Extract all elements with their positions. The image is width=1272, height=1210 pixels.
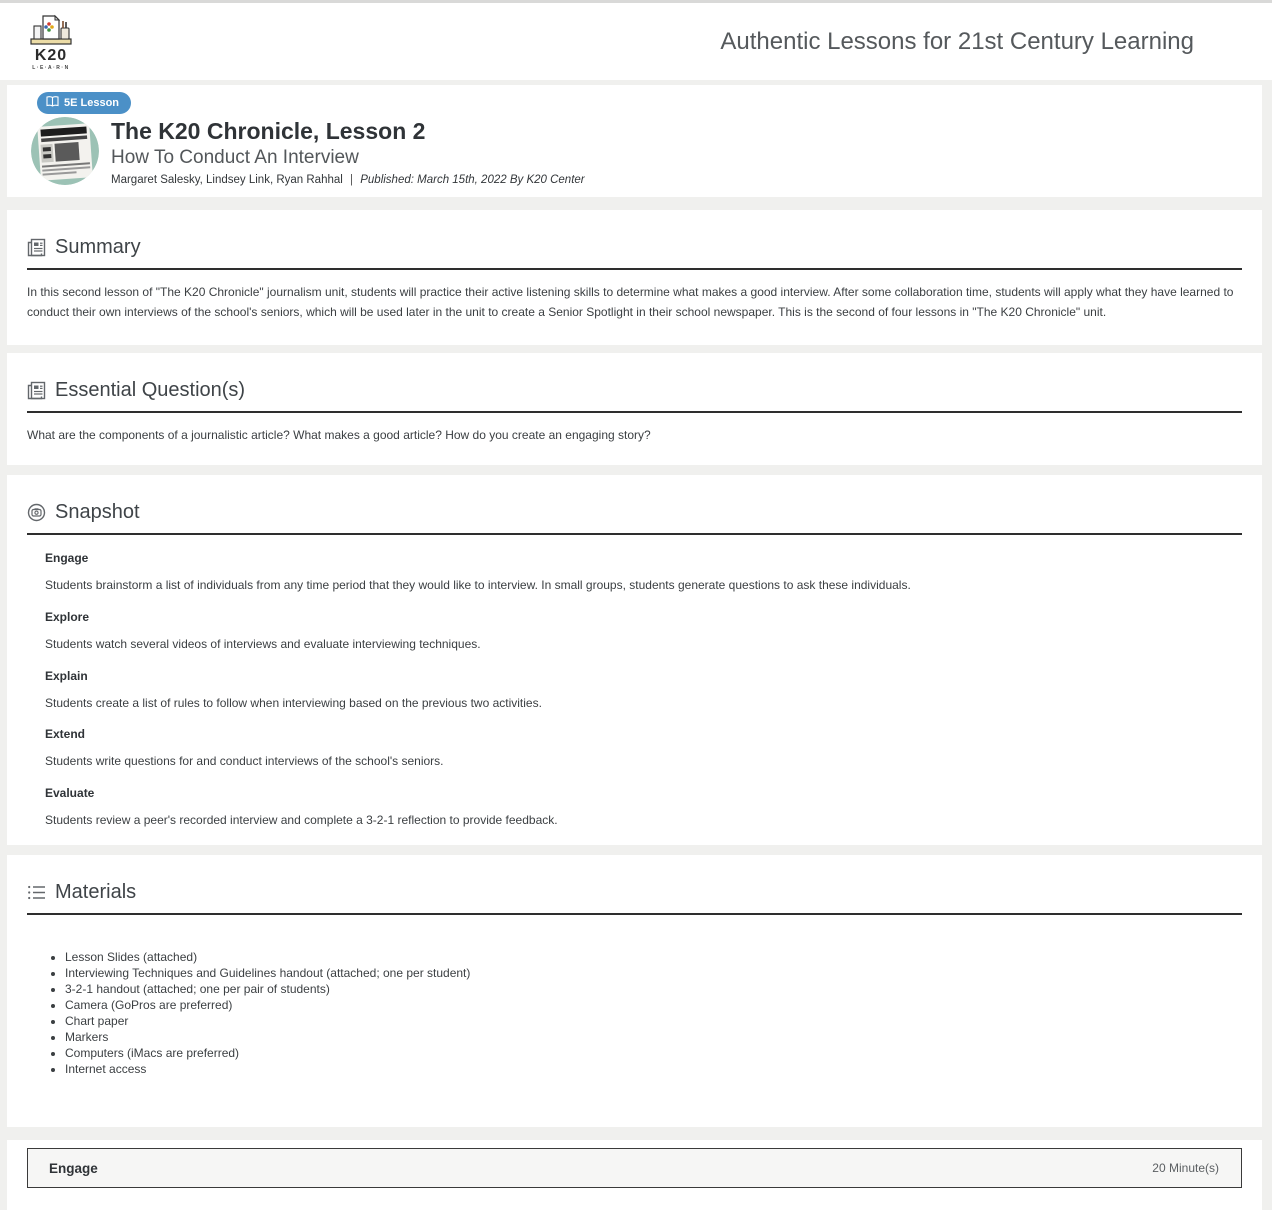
snapshot-phase bbox=[45, 551, 1242, 594]
phase-text: Students review a peer's recorded interview and complete a 3-2-1 reflection to provide feedback. bbox=[45, 813, 558, 828]
camera-icon bbox=[27, 503, 46, 522]
phase-text: Students create a list of rules to follow when interviewing based on the previous two activities. bbox=[45, 695, 542, 710]
engage-activity-card bbox=[7, 1140, 1262, 1210]
material-item: • Lesson Slides (attached) bbox=[65, 949, 1242, 965]
lesson-thumbnail bbox=[31, 117, 99, 185]
published-info: Published: March 15th, 2022 By K20 Center bbox=[360, 174, 585, 187]
engage-activity-bar bbox=[27, 1148, 1242, 1188]
site-header bbox=[0, 3, 1272, 80]
snapshot-section bbox=[7, 475, 1262, 845]
materials-heading bbox=[27, 881, 1242, 915]
material-item: • Internet access bbox=[65, 1061, 1242, 1077]
lesson-type-badge bbox=[37, 92, 131, 114]
engage-activity-duration: 20 Minute(s) bbox=[1152, 1161, 1219, 1175]
phase-text: Students brainstorm a list of individuals from any time period that they would like to interview. In small groups, students generate questions to ask these individuals. bbox=[45, 578, 911, 592]
snapshot-heading bbox=[27, 501, 1242, 535]
logo-wordmark: K20 bbox=[34, 46, 68, 64]
byline-separator: | bbox=[350, 174, 354, 187]
summary-heading bbox=[27, 236, 1242, 270]
snapshot-title: Snapshot bbox=[55, 501, 140, 523]
snapshot-phase bbox=[45, 786, 1242, 829]
materials-title: Materials bbox=[55, 881, 137, 903]
book-icon bbox=[46, 96, 59, 110]
essential-questions-text: What are the components of a journalistic article? What makes a good article? How do you create an engaging story? bbox=[27, 428, 651, 442]
snapshot-phase bbox=[45, 610, 1242, 653]
logo-learn-text: L·E·A·R·N bbox=[32, 64, 70, 71]
list-icon bbox=[27, 884, 46, 901]
news-icon bbox=[27, 381, 46, 400]
k20-desk-icon bbox=[28, 13, 74, 47]
material-item: • Markers bbox=[65, 1029, 1242, 1045]
phase-label: Explain bbox=[45, 668, 88, 683]
lesson-title: The K20 Chronicle, Lesson 2 bbox=[111, 118, 426, 144]
badge-label: 5E Lesson bbox=[64, 97, 120, 109]
material-item: • Camera (GoPros are preferred) bbox=[65, 997, 1242, 1013]
engage-activity-title: Engage bbox=[49, 1160, 98, 1176]
material-item: • Chart paper bbox=[65, 1013, 1242, 1029]
phase-label: Engage bbox=[45, 551, 89, 565]
essential-questions-title: Essential Question(s) bbox=[55, 379, 246, 401]
summary-text: In this second lesson of "The K20 Chronicle" journalism unit, students will practice their active listening skills to determine what makes a good interview. After some collaboration time, students will apply what they have learned to conduct their own interviews of the school's seniors, which will be used later in the unit to create a Senior Spotlight in their school newspaper. This is the second of four lessons in "The K20 Chronicle" unit. bbox=[27, 285, 1234, 319]
summary-title: Summary bbox=[55, 236, 141, 258]
lesson-authors: Margaret Salesky, Lindsey Link, Ryan Rahhal bbox=[111, 174, 343, 187]
material-item: • 3-2-1 handout (attached; one per pair of students) bbox=[65, 981, 1242, 997]
snapshot-phase bbox=[45, 669, 1242, 712]
snapshot-phases bbox=[27, 551, 1242, 829]
lesson-subtitle: How To Conduct An Interview bbox=[111, 147, 359, 169]
news-icon bbox=[27, 238, 46, 257]
material-item: • Computers (iMacs are preferred) bbox=[65, 1045, 1242, 1061]
phase-label: Explore bbox=[45, 609, 90, 624]
lesson-text-block bbox=[111, 117, 585, 186]
summary-section bbox=[7, 210, 1262, 345]
essential-questions-heading bbox=[27, 379, 1242, 413]
material-item: • Interviewing Techniques and Guidelines handout (attached; one per student) bbox=[65, 965, 1242, 981]
materials-section bbox=[7, 855, 1262, 1127]
lesson-header-card bbox=[7, 85, 1262, 197]
phase-label: Extend bbox=[45, 727, 86, 742]
k20-learn-logo[interactable] bbox=[28, 13, 74, 71]
snapshot-phase bbox=[45, 727, 1242, 770]
site-tagline: Authentic Lessons for 21st Century Learning bbox=[720, 27, 1194, 55]
lesson-header-row bbox=[31, 117, 1242, 186]
phase-text: Students write questions for and conduct interviews of the school's seniors. bbox=[45, 754, 444, 769]
phase-text: Students watch several videos of interviews and evaluate interviewing techniques. bbox=[45, 636, 481, 651]
lesson-byline bbox=[111, 174, 585, 186]
phase-label: Evaluate bbox=[45, 786, 95, 801]
essential-questions-section bbox=[7, 353, 1262, 465]
materials-list bbox=[27, 949, 1242, 1077]
